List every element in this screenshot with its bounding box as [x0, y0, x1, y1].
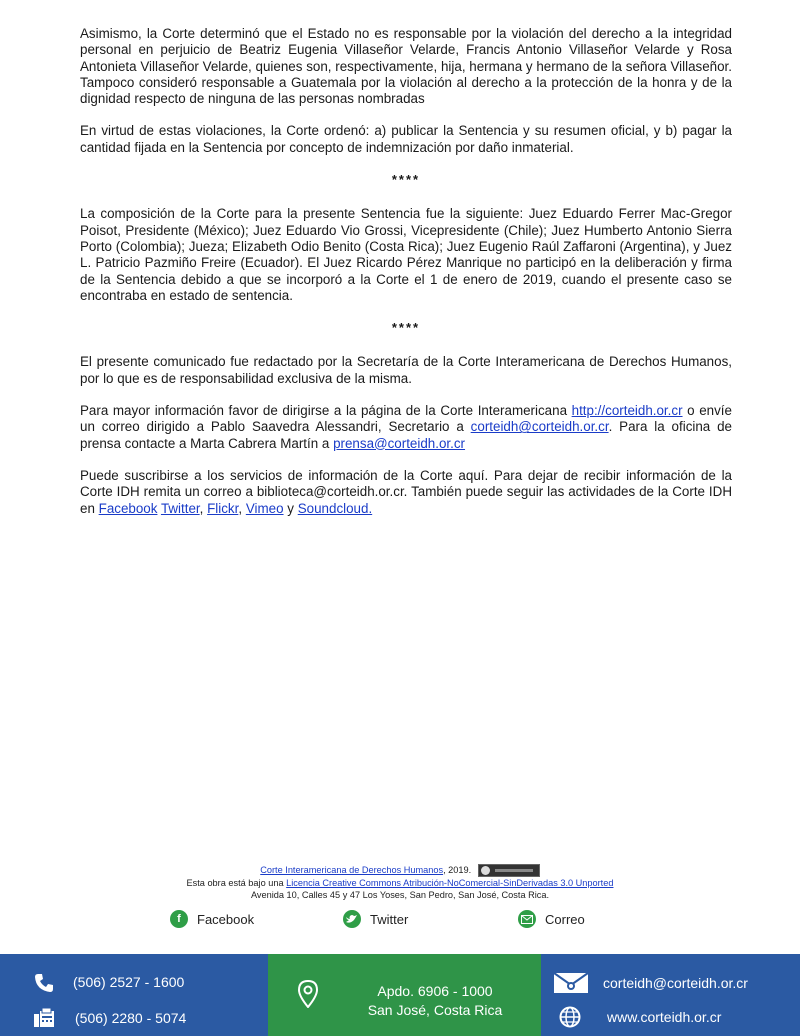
footer-address: [268, 954, 541, 1036]
fax-icon: [33, 1007, 55, 1029]
social-facebook-label: Facebook: [197, 911, 255, 927]
license-link[interactable]: Licencia Creative Commons Atribución-NoComercial-SinDerivadas 3.0 Unported: [286, 878, 614, 889]
address-line: Avenida 10, Calles 45 y 47 Los Yoses, San Pedro, San José, Costa Rica.: [250, 890, 550, 901]
document-body: [80, 26, 732, 533]
section-separator: ****: [391, 320, 421, 336]
license-prefix: Esta obra está bajo una: [186, 878, 284, 889]
copyright-year: , 2019.: [443, 865, 472, 875]
footer-email[interactable]: [553, 972, 748, 994]
website-link[interactable]: http://corteidh.or.cr: [571, 403, 683, 419]
footer-website-text: www.corteidh.or.cr: [607, 1009, 722, 1025]
fax-number: (506) 2280 - 5074: [75, 1010, 187, 1026]
facebook-icon: f: [170, 910, 188, 928]
envelope-icon: [553, 972, 589, 994]
address-line-1: Apdo. 6906 - 1000: [377, 983, 493, 999]
social-twitter-label: Twitter: [370, 911, 409, 927]
paragraph-reparaciones: En virtud de estas violaciones, la Corte ordenó: a) publicar la Sentencia y su resumen oficial, y b) pagar la cantidad fijada en la Sentencia por concepto de indemnización por daño inmaterial.: [80, 123, 732, 155]
email-link[interactable]: corteidh@corteidh.or.cr: [470, 419, 609, 435]
paragraph-contacto: [80, 403, 732, 452]
social-correo[interactable]: [518, 910, 585, 928]
footer-fax[interactable]: [33, 1007, 186, 1029]
social-twitter[interactable]: [343, 910, 408, 928]
footer-email-text: corteidh@corteidh.or.cr: [603, 975, 748, 991]
section-separator: ****: [391, 172, 421, 188]
twitter-icon: [343, 910, 361, 928]
contact-footer: [0, 954, 800, 1036]
press-email-link[interactable]: prensa@corteidh.or.cr: [333, 435, 466, 451]
footer-website[interactable]: [559, 1006, 721, 1028]
twitter-link[interactable]: Twitter: [160, 500, 200, 516]
soundcloud-link[interactable]: Soundcloud.: [297, 500, 373, 516]
paragraph-composicion: La composición de la Corte para la presente Sentencia fue la siguiente: Juez Eduardo Ferrer Mac-Gregor Poisot, Presidente (México); Juez Eduardo Vio Grossi, Vicepresidente (Chile); Juez Humberto Antonio Sierra Porto (Colombia); Jueza; Elizabeth Odio Benito (Costa Rica); Juez Eugenio Raúl Zaffaroni (Argentina), y Juez L. Patricio Pazmiño Freire (Ecuador). El Juez Ricardo Pérez Manrique no participó en la deliberación y firma de la Sentencia debido a que se incorporó a la Corte el 1 de enero de 2019, cuando el presente caso se encontraba en estado de sentencia.: [80, 206, 732, 303]
footer-phone[interactable]: [33, 972, 184, 992]
phone-icon: [33, 972, 53, 992]
copyright-line: [100, 864, 700, 877]
paragraph-responsabilidad: Asimismo, la Corte determinó que el Estado no es responsable por la violación del derecho a la integridad personal en perjuicio de Beatriz Eugenia Villaseñor Velarde, Francis Antonio Villaseñor Velarde y Rosa Antonieta Villaseñor Velarde, quienes son, respectivamente, hija, hermana y hermano de la señora Villaseñor. Tampoco consideró responsable a Guatemala por la violación al derecho a la protección de la honra y de la dignidad respecto de ninguna de las personas nombradas: [80, 26, 732, 107]
address-line-2: San José, Costa Rica: [367, 1002, 503, 1018]
subscribe-text: Puede suscribirse a los servicios de información de la Corte aquí. Para dejar de recibir información de la Corte IDH remita un correo a biblioteca@corteidh.or.cr. También puede seguir las actividades de la Corte IDH en: [80, 467, 732, 516]
mail-icon: [518, 910, 536, 928]
facebook-link[interactable]: Facebook: [98, 500, 158, 516]
contact-text: . Para la oficina de prensa contacte a Marta Cabrera Martín a: [80, 419, 732, 451]
flickr-link[interactable]: Flickr: [207, 500, 239, 516]
social-facebook[interactable]: [170, 910, 254, 928]
vimeo-link[interactable]: Vimeo: [245, 500, 284, 516]
paragraph-suscripcion: [80, 468, 732, 517]
globe-icon: [559, 1006, 581, 1028]
comma: ,: [238, 500, 243, 516]
location-pin-icon: [298, 980, 318, 1013]
footer-online: [541, 954, 800, 1036]
corte-link[interactable]: Corte Interamericana de Derechos Humanos: [260, 865, 444, 875]
postal-address: [350, 982, 520, 1020]
colophon: [100, 864, 700, 901]
comma: ,: [199, 500, 204, 516]
contact-text: o envíe un correo dirigido a Pablo Saavedra Alessandri, Secretario a: [80, 403, 732, 435]
social-correo-label: Correo: [545, 911, 585, 927]
creative-commons-badge[interactable]: [478, 864, 540, 877]
contact-text: Para mayor información favor de dirigirse a la página de la Corte Interamericana: [80, 403, 568, 419]
paragraph-redaccion: El presente comunicado fue redactado por la Secretaría de la Corte Interamericana de Derechos Humanos, por lo que es de responsabilidad exclusiva de la misma.: [80, 354, 732, 386]
phone-number: (506) 2527 - 1600: [73, 974, 185, 990]
license-line: [100, 877, 700, 889]
social-bar: [0, 910, 800, 932]
conjunction: y: [287, 500, 294, 516]
footer-phones: [0, 954, 268, 1036]
